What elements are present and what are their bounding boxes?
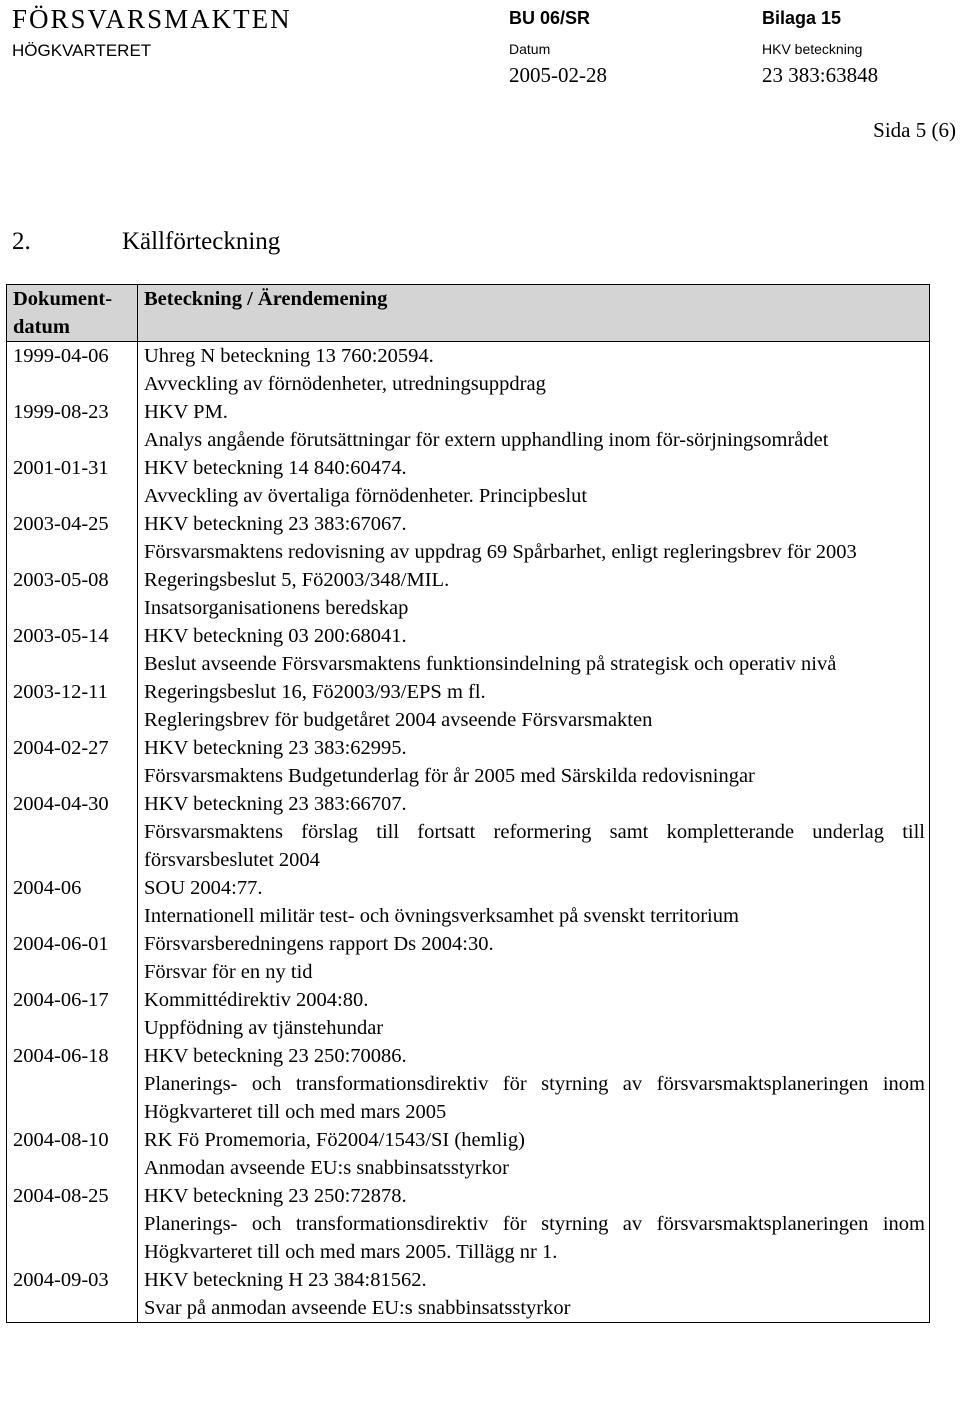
document-date: 2003-04-25: [7, 510, 138, 566]
reference-number: HKV beteckning 23 250:72878.: [144, 1185, 407, 1207]
reference-number: HKV beteckning 03 200:68041.: [144, 625, 407, 647]
reference-cell: [138, 734, 930, 790]
reference-cell: [138, 986, 930, 1042]
table-row: [7, 398, 930, 454]
table-row: [7, 734, 930, 790]
reference-number: HKV PM.: [144, 401, 228, 423]
document-date: 2004-06-18: [7, 1042, 138, 1126]
reference-number: Uhreg N beteckning 13 760:20594.: [144, 345, 434, 367]
reference-description: Planerings- och transformationsdirektiv för styrning av försvarsmaktsplaneringen inom Högkvarteret till och med mars 2005. Tillägg nr 1.: [144, 1213, 925, 1263]
reference-number: HKV beteckning 23 383:62995.: [144, 737, 407, 759]
reference-cell: [138, 398, 930, 454]
reference-description: Försvarsmaktens redovisning av uppdrag 69 Spårbarhet, enligt regleringsbrev för 2003: [144, 541, 857, 563]
reference-number: Försvarsberedningens rapport Ds 2004:30.: [144, 933, 494, 955]
section-number: 2.: [12, 228, 31, 255]
document-date: 2003-05-08: [7, 566, 138, 622]
document-date: 2004-04-30: [7, 790, 138, 874]
date-value: 2005-02-28: [509, 63, 607, 87]
reference-description: Avveckling av övertaliga förnödenheter. Principbeslut: [144, 485, 588, 507]
reference-cell: [138, 510, 930, 566]
table-row: [7, 678, 930, 734]
appendix-label: Bilaga 15: [762, 8, 842, 28]
table-row: [7, 510, 930, 566]
document-date: 2003-05-14: [7, 622, 138, 678]
reference-description: Försvar för en ny tid: [144, 961, 313, 983]
reference-description: Beslut avseende Försvarsmaktens funktionsindelning på strategisk och operativ nivå: [144, 653, 837, 675]
table-row: [7, 986, 930, 1042]
section-heading: [12, 228, 280, 256]
table-row: [7, 790, 930, 874]
table-body: [7, 342, 930, 1323]
date-label: Datum: [509, 41, 551, 57]
reference-description: Försvarsmaktens förslag till fortsatt reformering samt kompletterande underlag till försvarsbeslutet 2004: [144, 821, 925, 871]
reference-cell: [138, 930, 930, 986]
reference-cell: [138, 678, 930, 734]
column-header-date-label: [13, 285, 133, 341]
reference-number: Regeringsbeslut 16, Fö2003/93/EPS m fl.: [144, 681, 486, 703]
column-header-date-line-2: datum: [13, 316, 70, 338]
reference-cell: [138, 622, 930, 678]
table-row: [7, 1266, 930, 1323]
source-table: [6, 284, 930, 1323]
document-date: 2004-06-17: [7, 986, 138, 1042]
reference-description: Svar på anmodan avseende EU:s snabbinsatsstyrkor: [144, 1297, 571, 1319]
document-id: BU 06/SR: [509, 8, 591, 28]
table-row: [7, 930, 930, 986]
reference-cell: [138, 790, 930, 874]
column-header-reference: Beteckning / Ärendemening: [138, 285, 930, 342]
document-date: 1999-08-23: [7, 398, 138, 454]
reference-number: SOU 2004:77.: [144, 877, 263, 899]
reference-number: Regeringsbeslut 5, Fö2003/348/MIL.: [144, 569, 450, 591]
reference-cell: [138, 342, 930, 399]
reference-number: HKV beteckning H 23 384:81562.: [144, 1269, 427, 1291]
reference-number: RK Fö Promemoria, Fö2004/1543/SI (hemlig): [144, 1129, 525, 1151]
document-date: 2004-09-03: [7, 1266, 138, 1323]
document-date: 2003-12-11: [7, 678, 138, 734]
table-row: [7, 1182, 930, 1266]
unit-name: HÖGKVARTERET: [12, 41, 152, 60]
reference-label: HKV beteckning: [762, 41, 863, 57]
table-row: [7, 622, 930, 678]
reference-cell: [138, 566, 930, 622]
reference-cell: [138, 454, 930, 510]
table-header-row: [7, 285, 930, 342]
reference-cell: [138, 874, 930, 930]
reference-description: Analys angående förutsättningar för extern upphandling inom för-sörjningsområdet: [144, 429, 829, 451]
table-row: [7, 1042, 930, 1126]
section-title: Källförteckning: [122, 228, 281, 255]
reference-description: Insatsorganisationens beredskap: [144, 597, 409, 619]
table-row: [7, 454, 930, 510]
page-number: Sida 5 (6): [873, 118, 956, 142]
reference-cell: [138, 1266, 930, 1323]
document-date: 2001-01-31: [7, 454, 138, 510]
reference-cell: [138, 1042, 930, 1126]
table-row: [7, 1126, 930, 1182]
document-date: 2004-08-10: [7, 1126, 138, 1182]
organization-name: FÖRSVARSMAKTEN: [12, 4, 292, 34]
document-date: 2004-02-27: [7, 734, 138, 790]
reference-description: Regleringsbrev för budgetåret 2004 avseende Försvarsmakten: [144, 709, 653, 731]
table-row: [7, 566, 930, 622]
table-row: [7, 874, 930, 930]
reference-description: Internationell militär test- och övningsverksamhet på svenskt territorium: [144, 905, 739, 927]
reference-number: Kommittédirektiv 2004:80.: [144, 989, 369, 1011]
document-date: 2004-06: [7, 874, 138, 930]
document-date: 2004-06-01: [7, 930, 138, 986]
reference-description: Anmodan avseende EU:s snabbinsatsstyrkor: [144, 1157, 509, 1179]
reference-description: Planerings- och transformationsdirektiv för styrning av försvarsmaktsplaneringen inom Högkvarteret till och med mars 2005: [144, 1073, 925, 1123]
reference-value: 23 383:63848: [762, 63, 879, 87]
reference-description: Uppfödning av tjänstehundar: [144, 1017, 384, 1039]
table-row: [7, 342, 930, 399]
reference-number: HKV beteckning 23 383:67067.: [144, 513, 407, 535]
reference-number: HKV beteckning 23 383:66707.: [144, 793, 407, 815]
column-header-date: [7, 285, 138, 342]
reference-description: Försvarsmaktens Budgetunderlag för år 2005 med Särskilda redovisningar: [144, 765, 755, 787]
reference-cell: [138, 1126, 930, 1182]
document-date: 2004-08-25: [7, 1182, 138, 1266]
column-header-date-line-1: Dokument-: [13, 288, 113, 310]
reference-number: HKV beteckning 14 840:60474.: [144, 457, 407, 479]
reference-cell: [138, 1182, 930, 1266]
reference-description: Avveckling av förnödenheter, utredningsuppdrag: [144, 373, 546, 395]
reference-number: HKV beteckning 23 250:70086.: [144, 1045, 407, 1067]
document-date: 1999-04-06: [7, 342, 138, 399]
